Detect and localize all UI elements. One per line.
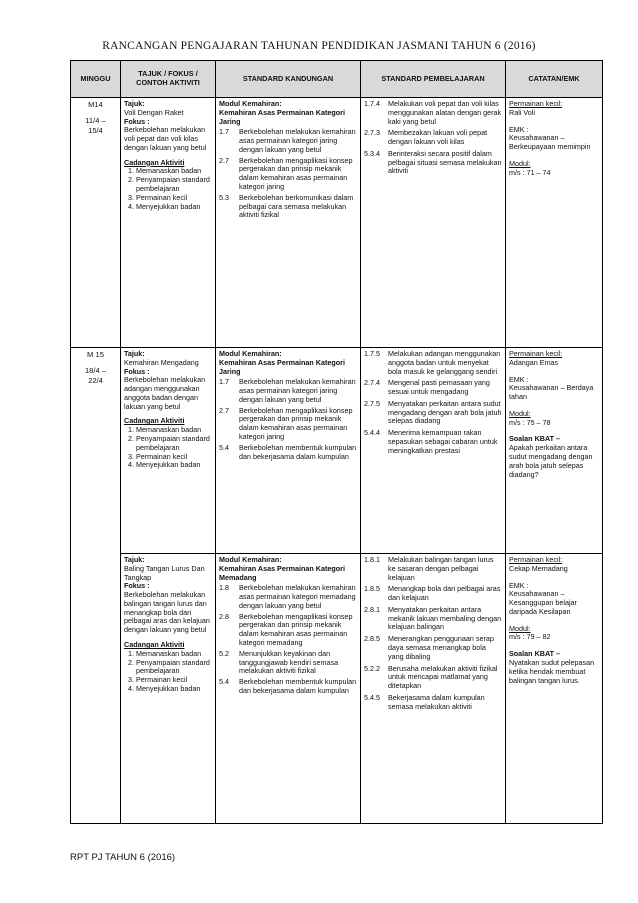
sk-item: 2.7 Berkebolehan mengaplikasi konsep pergerakan dan prinsip mekanik dalam kemahiran asas permainan kategori jaring: [219, 155, 353, 192]
table-row: [71, 554, 603, 824]
sp-item: 2.8.5 Menerangkan penggunaan serap daya semasa menangkap bola yang dibaling: [364, 634, 494, 661]
modul-ref-label: Modul:: [509, 158, 531, 168]
emk-text: Keusahawanan – Kesanggupan belajar daripada Kesilapan: [509, 589, 577, 616]
modul-ref-label: Modul:: [509, 623, 531, 633]
kbat-text: Apakah perkaitan antara sudut mengadang dengan arah bola jatuh selepas diadang?: [509, 443, 593, 479]
permainan-label: Permainan kecil:: [509, 349, 563, 358]
minggu-cell: [71, 98, 121, 348]
tajuk-cell: [121, 348, 216, 554]
week-number: M 15: [87, 350, 104, 359]
modul-ref-label: Modul:: [509, 408, 531, 418]
header-standard-pembelajaran: STANDARD PEMBELAJARAN: [361, 61, 506, 98]
permainan-text: Adangan Emas: [509, 357, 559, 367]
page-title: RANCANGAN PENGAJARAN TAHUNAN PENDIDIKAN JASMANI TAHUN 6 (2016): [102, 40, 536, 52]
header-standard-kandungan: STANDARD KANDUNGAN: [216, 61, 361, 98]
kbat-label: Soalan KBAT –: [509, 434, 560, 444]
sk-item: 5.3 Berkebolehan berkomunikasi dalam pelbagai cara semasa melakukan aktiviti fizikal: [219, 192, 354, 220]
sp-item: 2.7.5 Menyatakan perkaitan antara sudut mengadang dengan arah bola jatuh selepas diadang: [364, 398, 502, 426]
emk-label: EMK :: [509, 580, 529, 590]
rpt-table: [70, 60, 603, 824]
sk-item: 2.8 Berkebolehan mengaplikasi konsep pergerakan dan prinsip mekanik dalam kemahiran asas permainan kategori memadang: [219, 611, 353, 648]
sk-item: 5.4 Berkebolehan membentuk kumpulan dan bekerjasama dalam kumpulan: [219, 442, 357, 461]
sp-item: 5.2.2 Berusaha melakukan aktiviti fizikal untuk mencapai matlamat yang ditetapkan: [364, 663, 498, 691]
permainan-text: Cekap Memadang: [509, 563, 568, 573]
aktiviti-list: [124, 426, 212, 470]
sp-item: 2.7.3 Membezakan lakuan voli pepat dengan lakuan voli kilas: [364, 128, 488, 147]
page-footer: RPT PJ TAHUN 6 (2016): [70, 852, 176, 863]
sk-item: 1.8 Berkebolehan melakukan kemahiran asas permainan kategori memadang dengan lakuan yang betul: [219, 583, 356, 610]
modul-label: Modul Kemahiran:: [219, 555, 282, 564]
emk-label: EMK :: [509, 124, 529, 134]
tajuk-text: Kemahiran Mengadang: [124, 357, 199, 367]
minggu-cell: [71, 348, 121, 824]
header-minggu: MINGGU: [71, 61, 121, 98]
modul-ref-text: m/s : 75 – 78: [509, 417, 551, 427]
list-item: 3. Permainan kecil: [136, 676, 212, 685]
standard-kandungan-cell: [216, 348, 361, 554]
week-date-end: 15/4: [88, 125, 103, 135]
week-date-end: 22/4: [88, 375, 103, 385]
standard-kandungan-cell: [216, 554, 361, 824]
aktiviti-label: Cadangan Aktiviti: [124, 416, 185, 426]
sp-item: 1.7.4 Melakukan voli pepat dan voli kilas menggunakan alatan dengan gerak kaki yang betul: [364, 99, 502, 126]
list-item: 4. Menyejukkan badan: [136, 203, 212, 212]
catatan-cell: [506, 348, 603, 554]
fokus-text: Berkebolehan melakukan adangan menggunakan anggota badan dengan lakuan yang betul: [124, 375, 206, 411]
list-item: 1. Memanaskan badan: [136, 650, 212, 659]
aktiviti-label: Cadangan Aktiviti: [124, 640, 185, 650]
fokus-label: Fokus :: [124, 366, 150, 376]
sk-item: 2.7 Berkebolehan mengaplikasi konsep pergerakan dan prinsip mekanik dalam kemahiran asas permainan kategori jaring: [219, 405, 353, 442]
modul-label: Modul Kemahiran:: [219, 99, 282, 108]
sk-item: 5.2 Menunjukkan keyakinan dan tanggungjawab kendiri semasa melakukan aktiviti fizikal: [219, 648, 339, 676]
standard-kandungan-cell: [216, 98, 361, 348]
standard-pembelajaran-cell: [361, 98, 506, 348]
emk-text: Keusahawanan – Berdaya tahan: [509, 383, 594, 402]
aktiviti-list: [124, 650, 212, 694]
fokus-text: Berkebolehan melakukan voli pepat dan voli kilas dengan lakuan yang betul: [124, 125, 207, 152]
permainan-text: Rali Voli: [509, 107, 535, 117]
sp-item: 1.8.5 Menangkap bola dari pelbagai aras dan kelajuan: [364, 584, 501, 603]
list-item: 4. Menyejukkan badan: [136, 685, 212, 694]
modul-label: Modul Kemahiran:: [219, 349, 282, 358]
tajuk-cell: [121, 98, 216, 348]
modul-sub: Kemahiran Asas Permainan Kategori Jaring: [219, 107, 345, 126]
list-item: 2. Penyampaian standard pembelajaran: [136, 176, 212, 194]
standard-pembelajaran-cell: [361, 554, 506, 824]
modul-ref-text: m/s : 79 – 82: [509, 632, 551, 642]
sp-item: 1.7.5 Melakukan adangan menggunakan anggota badan untuk menyekat bola masuk ke gelanggang sendiri: [364, 349, 501, 376]
catatan-cell: [506, 554, 603, 824]
catatan-cell: [506, 98, 603, 348]
sp-item: 2.7.4 Mengenal pasti pemasaan yang sesuai untuk mengadang: [364, 378, 490, 397]
fokus-text: Berkebolehan melakukan balingan tangan lurus dan menangkap bola dari pelbagai aras dan kelajuan dengan lakuan yang betul: [124, 590, 210, 635]
sk-item: 1.7 Berkebolehan melakukan kemahiran asas permainan kategori jaring dengan lakuan yang betul: [219, 377, 356, 404]
list-item: 4. Menyejukkan badan: [136, 461, 212, 470]
header-catatan: CATATAN/EMK: [506, 61, 603, 98]
table-header-row: [71, 61, 603, 98]
list-item: 1. Memanaskan badan: [136, 167, 212, 176]
sp-item: 5.3.4 Berinteraksi secara positif dalam pelbagai situasi semasa melakukan aktiviti: [364, 148, 502, 176]
sp-item: 5.4.5 Bekerjasama dalam kumpulan semasa melakukan aktiviti: [364, 692, 485, 711]
permainan-label: Permainan kecil:: [509, 555, 563, 564]
tajuk-label: Tajuk:: [124, 349, 145, 358]
header-tajuk: TAJUK / FOKUS / CONTOH AKTIVITI: [121, 61, 216, 98]
aktiviti-list: [124, 167, 212, 211]
kbat-text: Nyatakan sudut pelepasan ketika hendak membuat balingan tangan lurus.: [509, 658, 595, 685]
modul-ref-text: m/s : 71 – 74: [509, 167, 551, 177]
tajuk-text: Voli Dengan Raket: [124, 107, 184, 117]
fokus-label: Fokus :: [124, 581, 150, 591]
tajuk-cell: [121, 554, 216, 824]
table-row: [71, 348, 603, 554]
list-item: 3. Permainan kecil: [136, 194, 212, 203]
sp-item: 1.8.1 Melakukan balingan tangan lurus ke sasaran dengan pelbagai kelajuan: [364, 555, 494, 582]
aktiviti-label: Cadangan Aktiviti: [124, 157, 185, 167]
fokus-label: Fokus :: [124, 116, 150, 126]
sp-item: 2.8.1 Menyatakan perkaitan antara mekanik lakuan membaling dengan kelajuan balingan: [364, 604, 502, 632]
list-item: 1. Memanaskan badan: [136, 426, 212, 435]
week-date-start: 11/4 –: [85, 116, 106, 126]
tajuk-label: Tajuk:: [124, 555, 145, 564]
list-item: 2. Penyampaian standard pembelajaran: [136, 659, 212, 677]
list-item: 3. Permainan kecil: [136, 453, 212, 462]
week-date-start: 18/4 –: [84, 366, 107, 376]
permainan-label: Permainan kecil:: [509, 99, 563, 108]
tajuk-label: Tajuk:: [124, 99, 145, 108]
table-row: [71, 98, 603, 348]
list-item: 2. Penyampaian standard pembelajaran: [136, 435, 212, 453]
week-number: M14: [88, 100, 103, 109]
tajuk-text: Baling Tangan Lurus Dan Tangkap: [124, 563, 205, 582]
sk-item: 5.4 Berkebolehan membentuk kumpulan dan bekerjasama dalam kumpulan: [219, 677, 357, 695]
sk-item: 1.7 Berkebolehan melakukan kemahiran asas permainan kategori jaring dengan lakuan yang betul: [219, 127, 356, 154]
kbat-label: Soalan KBAT –: [509, 649, 560, 659]
standard-pembelajaran-cell: [361, 348, 506, 554]
modul-sub: Kemahiran Asas Permainan Kategori Jaring: [219, 357, 345, 376]
sp-item: 5.4.4 Menerima kemampuan rakan sepasukan sebagai cabaran untuk meningkatkan prestasi: [364, 428, 498, 455]
emk-label: EMK :: [509, 374, 529, 384]
modul-sub: Kemahiran Asas Permainan Kategori Memadang: [219, 563, 345, 582]
emk-text: Keusahawanan – Berkeupayaan memimpin: [509, 133, 591, 152]
